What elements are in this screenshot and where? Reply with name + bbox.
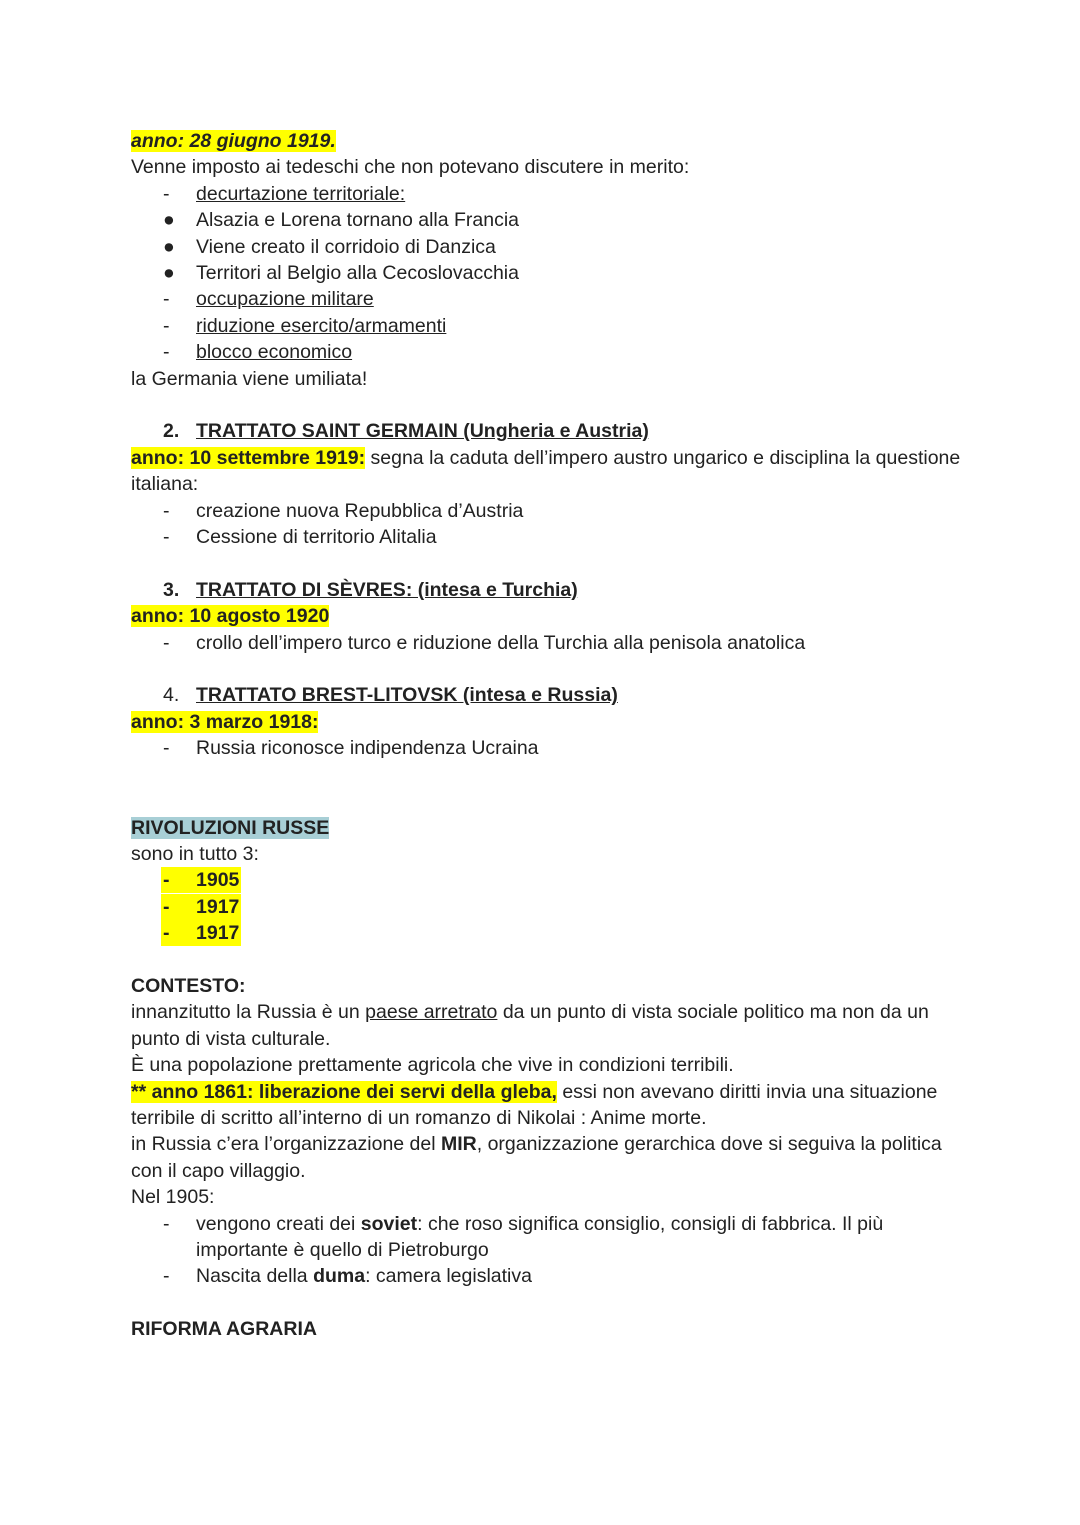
treaty-year-line (131, 709, 961, 735)
list-item-text: riduzione esercito/armamenti (196, 314, 447, 337)
list-item-text: creazione nuova Repubblica d’Austria (196, 499, 524, 522)
paragraph (131, 1131, 961, 1184)
bold-text: MIR (441, 1133, 477, 1156)
list-item (131, 286, 961, 312)
list-item (131, 1263, 961, 1289)
list-item-text: vengono creati dei (196, 1212, 361, 1235)
rivoluzioni-intro: sono in tutto 3: (131, 842, 259, 865)
treaty-year-line (131, 603, 961, 629)
treaty-title: TRATTATO SAINT GERMAIN (Ungheria e Austria) (196, 420, 649, 443)
bold-text: soviet (360, 1212, 418, 1235)
treaty-heading (131, 682, 961, 708)
versailles-intro: Venne imposto ai tedeschi che non potevano discutere in merito: (131, 156, 690, 179)
treaty-number: 2. (163, 420, 180, 443)
paragraph (131, 1079, 961, 1132)
paragraph: È una popolazione prettamente agricola che vive in condizioni terribili. (131, 1054, 734, 1077)
bullet-marker: ● (163, 235, 175, 258)
treaty-year: anno: 10 agosto 1920 (131, 605, 330, 628)
list-item-text: Viene creato il corridoio di Danzica (196, 235, 496, 258)
dash-marker: - (163, 182, 170, 205)
dash-marker: - (163, 631, 170, 654)
paragraph (131, 999, 961, 1052)
paragraph-text: innanzitutto la Russia è un (131, 1001, 366, 1024)
dash-marker: - (163, 869, 170, 892)
treaty-number: 4. (163, 684, 180, 707)
list-item-text: occupazione militare (196, 288, 374, 311)
dash-marker: - (163, 499, 170, 522)
list-item-text: blocco economico (196, 341, 353, 364)
dash-marker: - (163, 737, 170, 760)
paragraph-text: da un punto di vista sociale politico ma non da un punto di vista culturale. (131, 1001, 929, 1050)
list-item-text: Nascita della (196, 1265, 314, 1288)
treaty-heading (131, 418, 961, 444)
list-item (131, 894, 961, 920)
list-item (131, 339, 961, 365)
highlighted-text: ** anno 1861: liberazione dei servi della gleba, (131, 1080, 557, 1103)
list-item (131, 207, 961, 233)
bullet-marker: ● (163, 262, 175, 285)
dash-marker: - (163, 922, 170, 945)
list-item (131, 313, 961, 339)
list-item (131, 630, 961, 656)
treaty-year: anno: 10 settembre 1919: (131, 446, 366, 469)
dash-marker: - (163, 1265, 170, 1288)
dash-marker: - (163, 1212, 170, 1235)
treaty-year: anno: 3 marzo 1918: (131, 710, 319, 733)
underlined-text: paese arretrato (365, 1001, 498, 1024)
dash-marker: - (163, 288, 170, 311)
dash-marker: - (163, 895, 170, 918)
versailles-year-line (131, 128, 961, 154)
list-item-text: crollo dell’impero turco e riduzione della Turchia alla penisola anatolica (196, 631, 806, 654)
list-item-text: 1917 (196, 922, 240, 945)
list-item-text: : camera legislativa (365, 1265, 532, 1288)
document-page (131, 128, 961, 1343)
list-item-text: : che roso significa consiglio, consigli di fabbrica. Il più importante è quello di Pietroburgo (196, 1212, 884, 1261)
treaty-paragraph (131, 445, 961, 498)
dash-marker: - (163, 526, 170, 549)
list-item (131, 181, 961, 207)
list-item (131, 498, 961, 524)
list-item-text: 1905 (196, 869, 240, 892)
section-heading: RIFORMA AGRARIA (131, 1318, 317, 1341)
list-item (131, 920, 961, 946)
dash-marker: - (163, 341, 170, 364)
list-item-text: decurtazione territoriale: (196, 182, 406, 205)
bold-text: duma (313, 1265, 366, 1288)
paragraph-text: , organizzazione gerarchica dove si seguiva la politica con il capo villaggio. (131, 1133, 942, 1182)
list-item-text: Russia riconosce indipendenza Ucraina (196, 737, 539, 760)
paragraph-text: essi non avevano diritti invia una situazione terribile di scritto all’interno di un romanzo di Nikolai : Anime morte. (131, 1080, 938, 1129)
treaty-number: 3. (163, 578, 180, 601)
list-item (131, 867, 961, 893)
list-item-text: 1917 (196, 895, 240, 918)
bullet-marker: ● (163, 209, 175, 232)
list-item (131, 234, 961, 260)
treaty-title: TRATTATO BREST-LITOVSK (intesa e Russia) (196, 684, 618, 707)
list-item (131, 735, 961, 761)
dash-marker: - (163, 314, 170, 337)
list-item (131, 524, 961, 550)
list-item (131, 260, 961, 286)
section-heading: RIVOLUZIONI RUSSE (131, 816, 330, 839)
paragraph-text: in Russia c’era l’organizzazione del (131, 1133, 441, 1156)
section-heading: CONTESTO: (131, 974, 246, 997)
paragraph: Nel 1905: (131, 1186, 215, 1209)
treaty-desc: segna la caduta dell’impero austro ungarico e disciplina la questione italiana: (131, 446, 961, 496)
treaty-title: TRATTATO DI SÈVRES: (intesa e Turchia) (196, 578, 578, 601)
list-item-text: Alsazia e Lorena tornano alla Francia (196, 209, 520, 232)
treaty-heading (131, 577, 961, 603)
list-item-text: Territori al Belgio alla Cecoslovacchia (196, 262, 519, 285)
list-item-text: Cessione di territorio Alitalia (196, 526, 437, 549)
versailles-year: anno: 28 giugno 1919. (131, 130, 336, 152)
list-item (131, 1211, 961, 1264)
section-heading-line (131, 815, 961, 841)
versailles-closing: la Germania viene umiliata! (131, 367, 368, 390)
